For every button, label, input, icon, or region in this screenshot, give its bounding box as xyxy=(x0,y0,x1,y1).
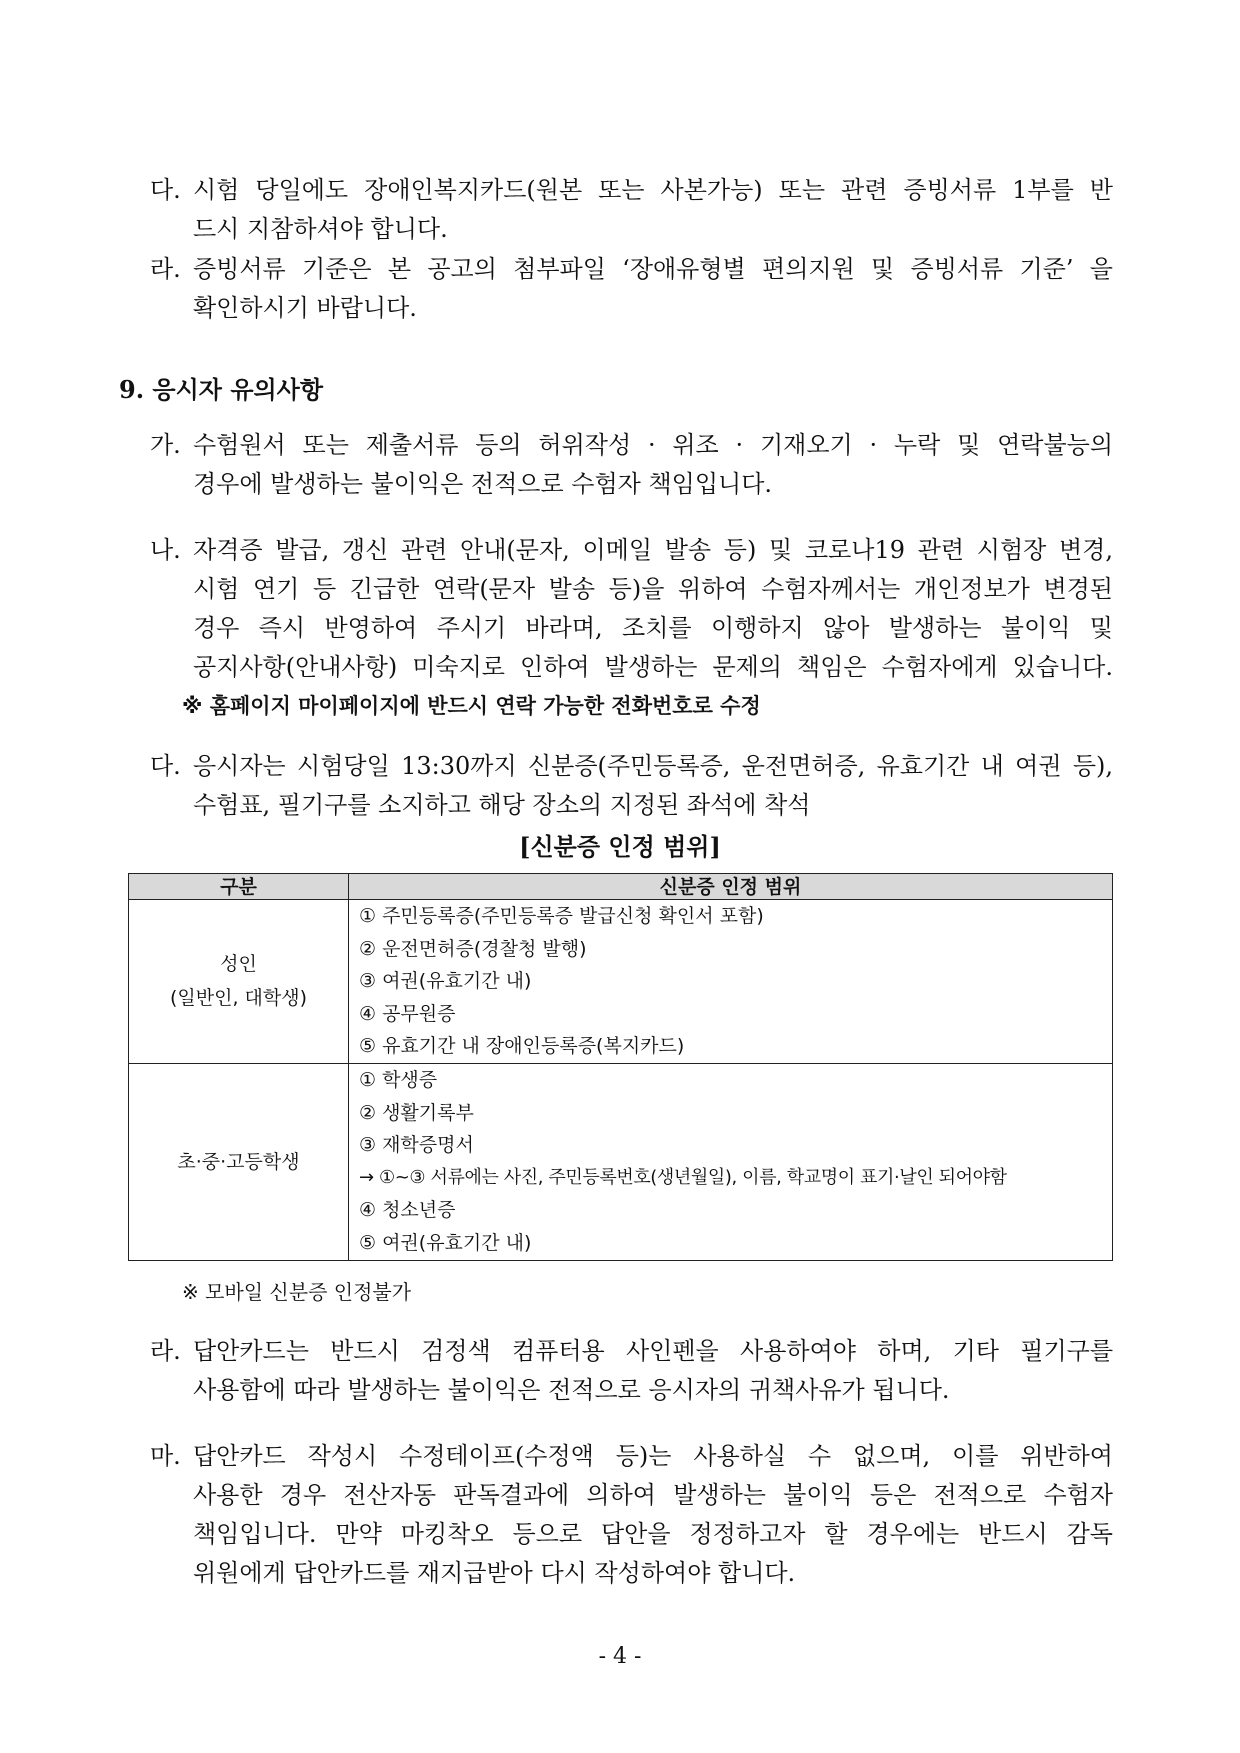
page-number: - 4 - xyxy=(598,1644,642,1669)
list-item: ③ 여권(유효기간 내) xyxy=(359,970,532,993)
category-label: 성인 xyxy=(220,953,257,976)
header-range: 신분증 인정 범위 xyxy=(349,874,1113,900)
paragraph-line: 자격증 발급, 갱신 관련 안내(문자, 이메일 발송 등) 및 코로나19 관련 시험장 변경, xyxy=(193,536,1113,564)
table-caption: [신분증 인정 범위] xyxy=(519,832,721,861)
list-item: ⑤ 여권(유효기간 내) xyxy=(359,1231,532,1254)
category-student: 초·중·고등학생 xyxy=(129,1063,349,1260)
paragraph-line: 답안카드는 반드시 검정색 컴퓨터용 사인펜을 사용하여야 하며, 기타 필기구를 xyxy=(193,1337,1113,1365)
adult-id-list xyxy=(349,900,1113,1064)
paragraph-line: 경우 즉시 반영하여 주시기 바라며, 조치를 이행하지 않아 발생하는 불이익 및 xyxy=(193,614,1113,642)
paragraph-line: 답안카드 작성시 수정테이프(수정액 등)는 사용하실 수 없으며, 이를 위반하여 xyxy=(193,1442,1113,1470)
paragraph-line: 사용한 경우 전산자동 판독결과에 의하여 발생하는 불이익 등은 전적으로 수험자 xyxy=(193,1481,1113,1509)
table-row xyxy=(129,900,1113,1064)
list-item: ③ 재학증명서 xyxy=(359,1134,474,1157)
paragraph-line: 수험표, 필기구를 소지하고 해당 장소의 지정된 좌석에 착석 xyxy=(193,791,811,819)
category-adult xyxy=(129,900,349,1064)
item-marker: 다. xyxy=(150,752,181,780)
item-marker: 가. xyxy=(150,431,181,459)
item-marker: 나. xyxy=(150,536,181,564)
list-item: ④ 공무원증 xyxy=(359,1002,456,1025)
list-item: ④ 청소년증 xyxy=(359,1199,456,1222)
paragraph-line: 수험원서 또는 제출서류 등의 허위작성 · 위조 · 기재오기 · 누락 및 연락불능의 xyxy=(193,431,1113,459)
paragraph-line: 시험 당일에도 장애인복지카드(원본 또는 사본가능) 또는 관련 증빙서류 1부를 반 xyxy=(193,176,1113,204)
paragraph-line: 사용함에 따라 발생하는 불이익은 전적으로 응시자의 귀책사유가 됩니다. xyxy=(193,1376,950,1404)
paragraph-line: 드시 지참하셔야 합니다. xyxy=(193,215,448,243)
section-title: 9. 응시자 유의사항 xyxy=(119,375,324,404)
table-header-row xyxy=(129,874,1113,900)
list-item-note: → ①~③ 서류에는 사진, 주민등록번호(생년월일), 이름, 학교명이 표기·날인 되어야함 xyxy=(359,1166,1007,1188)
mobile-id-note: ※ 모바일 신분증 인정불가 xyxy=(182,1280,412,1304)
contact-note: ※ 홈페이지 마이페이지에 반드시 연락 가능한 전화번호로 수정 xyxy=(182,694,761,718)
paragraph-line: 위원에게 답안카드를 재지급받아 다시 작성하여야 합니다. xyxy=(193,1559,796,1587)
item-marker: 라. xyxy=(150,255,181,283)
table-row xyxy=(129,1063,1113,1260)
item-marker: 다. xyxy=(150,176,181,204)
paragraph-line: 공지사항(안내사항) 미숙지로 인하여 발생하는 문제의 책임은 수험자에게 있습니다. xyxy=(193,653,1113,681)
list-item: ① 주민등록증(주민등록증 발급신청 확인서 포함) xyxy=(359,905,764,927)
id-range-table xyxy=(128,873,1113,1261)
header-category: 구분 xyxy=(129,874,349,900)
paragraph-line: 책임입니다. 만약 마킹착오 등으로 답안을 정정하고자 할 경우에는 반드시 감독 xyxy=(193,1520,1113,1548)
paragraph-line: 경우에 발생하는 불이익은 전적으로 수험자 책임입니다. xyxy=(193,470,773,498)
paragraph-line: 증빙서류 기준은 본 공고의 첨부파일 ‘장애유형별 편의지원 및 증빙서류 기준’ 을 xyxy=(193,255,1113,283)
category-sublabel: (일반인, 대학생) xyxy=(169,987,308,1010)
student-id-list xyxy=(349,1063,1113,1260)
paragraph-line: 시험 연기 등 긴급한 연락(문자 발송 등)을 위하여 수험자께서는 개인정보가 변경된 xyxy=(193,575,1113,603)
paragraph-line: 확인하시기 바랍니다. xyxy=(193,294,417,322)
list-item: ② 운전면허증(경찰청 발행) xyxy=(359,937,587,960)
list-item: ⑤ 유효기간 내 장애인등록증(복지카드) xyxy=(359,1035,685,1058)
list-item: ② 생활기록부 xyxy=(359,1101,474,1124)
list-item: ① 학생증 xyxy=(359,1068,438,1091)
item-marker: 라. xyxy=(150,1337,181,1365)
item-marker: 마. xyxy=(150,1442,181,1470)
paragraph-line: 응시자는 시험당일 13:30까지 신분증(주민등록증, 운전면허증, 유효기간 내 여권 등), xyxy=(193,752,1113,780)
